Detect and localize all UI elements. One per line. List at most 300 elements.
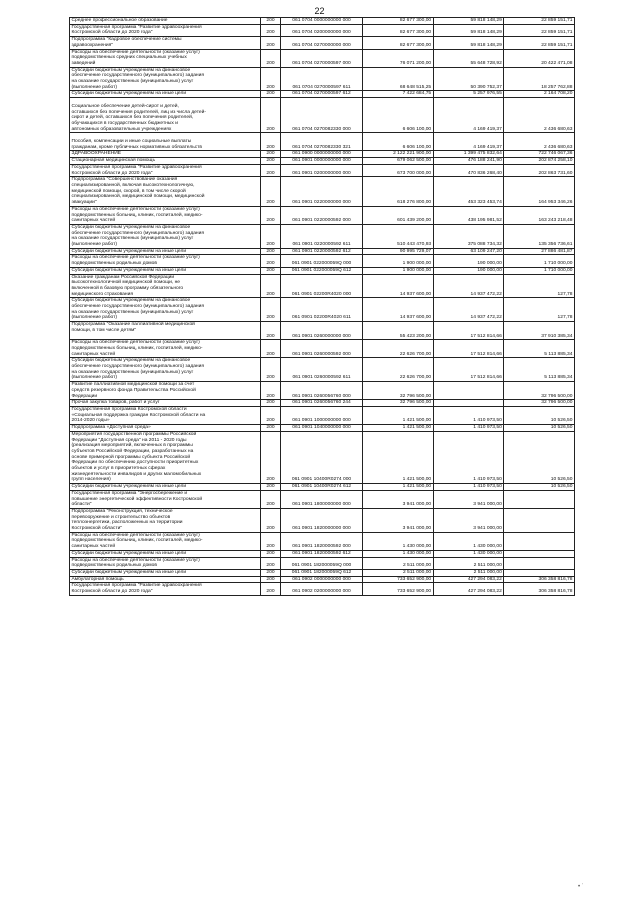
executed-amount-cell: 55 648 728,92 (433, 49, 504, 67)
admin-code-cell: 200 (261, 400, 281, 407)
remaining-amount-cell: 164 953 346,26 (504, 177, 575, 207)
approved-amount-cell: 22 626 700,00 (363, 340, 434, 358)
approved-amount-cell: 82 677 300,00 (363, 37, 434, 49)
classification-code-cell: 061 0901 1000000000 000 (281, 407, 363, 425)
row-name (70, 484, 261, 491)
classification-code-cell: 061 0901 10400R0274 000 (281, 431, 363, 483)
row-name-line: подведомственных больниц, клиник, госпиталей, медико- (71, 212, 203, 218)
row-name-line: Субсидии бюджетным учреждениям на финансовое (71, 298, 191, 304)
table-row (70, 158, 575, 165)
row-name (70, 91, 261, 98)
row-name (70, 67, 261, 91)
row-name-line: (выполнение работ) (71, 375, 118, 381)
remaining-amount-cell: 37 910 385,34 (504, 322, 575, 340)
classification-code-cell: 061 0900 0000000000 000 (281, 151, 363, 158)
row-name-line: области" (71, 502, 92, 508)
admin-code-cell: 200 (261, 274, 281, 298)
executed-amount-cell: 1 410 973,50 (433, 425, 504, 432)
row-name-line: на оказание государственных (муниципальных) услуг (71, 79, 194, 85)
row-name (70, 400, 261, 407)
approved-amount-cell: 1 900 000,00 (363, 255, 434, 267)
remaining-amount-cell: 20 422 471,08 (504, 49, 575, 67)
executed-amount-cell: 14 937 472,22 (433, 274, 504, 298)
executed-amount-cell: 1 430 000,00 (433, 550, 504, 557)
row-name (70, 431, 261, 483)
approved-amount-cell: 618 276 800,00 (363, 177, 434, 207)
table-row (70, 557, 575, 569)
classification-code-cell: 061 0901 0260000592 611 (281, 358, 363, 382)
row-name-line: Расходы на обеспечение деятельности (оказание услуг) (71, 340, 200, 346)
remaining-amount-cell: 22 859 151,71 (504, 18, 575, 25)
row-name-line: Костромской области до 2020 года" (71, 30, 153, 36)
executed-amount-cell (433, 400, 504, 407)
row-name-line: Костромской области до 2020 года" (71, 589, 153, 595)
table-row (70, 508, 575, 532)
admin-code-cell: 200 (261, 91, 281, 98)
row-name-line: Подпрограмма "Совершенствование оказания (71, 177, 178, 183)
admin-code-cell: 200 (261, 425, 281, 432)
row-name-line: Субсидии бюджетным учреждениям на иные цели (71, 484, 187, 490)
approved-amount-cell: 1 430 000,00 (363, 550, 434, 557)
row-name (70, 151, 261, 158)
executed-amount-cell: 2 511 000,00 (433, 569, 504, 576)
table-row (70, 340, 575, 358)
row-name (70, 322, 261, 340)
row-name-line: Среднее профессиональное образование (71, 18, 168, 23)
row-name-line: подведомственных родильных домов (71, 563, 157, 569)
admin-code-cell: 200 (261, 267, 281, 274)
admin-code-cell: 200 (261, 248, 281, 255)
remaining-amount-cell (504, 557, 575, 569)
classification-code-cell: 061 0902 0200000000 000 (281, 583, 363, 595)
approved-amount-cell: 1 421 500,00 (363, 484, 434, 491)
table-row (70, 382, 575, 400)
row-name-line: (реализация мероприятий, включенных в программы (71, 443, 193, 449)
classification-code-cell: 061 0901 0260056760 244 (281, 400, 363, 407)
admin-code-cell: 200 (261, 298, 281, 322)
row-name (70, 18, 261, 25)
executed-amount-cell: 59 818 148,29 (433, 24, 504, 36)
classification-code-cell: 061 0901 0000000000 000 (281, 158, 363, 165)
classification-code-cell: 061 0901 0260000592 000 (281, 340, 363, 358)
row-name-line: Субсидии бюджетным учреждениям на иные цели (71, 91, 187, 97)
remaining-amount-cell: 10 526,50 (504, 431, 575, 483)
row-name (70, 224, 261, 248)
row-name (70, 298, 261, 322)
admin-code-cell: 200 (261, 557, 281, 569)
classification-code-cell: 061 0901 0220000592 611 (281, 224, 363, 248)
row-name-line: Подпрограмма "Реконструкция, техническое (71, 508, 173, 514)
remaining-amount-cell: 2 164 708,20 (504, 91, 575, 98)
classification-code-cell: 061 0901 0220000000 000 (281, 177, 363, 207)
admin-code-cell: 200 (261, 133, 281, 151)
row-name-line: Расходы на обеспечение деятельности (оказание услуг) (71, 557, 200, 563)
table-row (70, 322, 575, 340)
approved-amount-cell: 601 439 200,00 (363, 206, 434, 224)
executed-amount-cell: 476 188 241,90 (433, 158, 504, 165)
admin-code-cell: 200 (261, 67, 281, 91)
row-name-line: помощи, в том числе детям" (71, 327, 137, 333)
classification-code-cell: 061 0704 0200000000 000 (281, 24, 363, 36)
remaining-amount-cell: 202 874 258,10 (504, 158, 575, 165)
admin-code-cell: 200 (261, 151, 281, 158)
executed-amount-cell: 1 410 973,50 (433, 407, 504, 425)
remaining-amount-cell: 32 796 500,00 (504, 382, 575, 400)
row-name-line: на оказание государственных (муниципальных) услуг (71, 369, 194, 375)
row-name-line: Расходы на обеспечение деятельности (оказание услуг) (71, 206, 200, 212)
classification-code-cell: 061 0901 022000059Q 000 (281, 255, 363, 267)
row-name (70, 557, 261, 569)
classification-code-cell: 061 0901 10400R0274 612 (281, 484, 363, 491)
remaining-amount-cell: 127,78 (504, 298, 575, 322)
remaining-amount-cell: 5 113 885,34 (504, 358, 575, 382)
classification-code-cell: 061 0901 02200R4020 611 (281, 298, 363, 322)
row-name-line: Костромской области до 2020 года" (71, 170, 153, 176)
row-name-line: специализированной, включая высокотехнологичную, (71, 182, 195, 188)
row-name (70, 158, 261, 165)
footer-mark: • ˙ (578, 884, 584, 890)
executed-amount-cell: 59 818 148,29 (433, 18, 504, 25)
row-name (70, 49, 261, 67)
table-row (70, 400, 575, 407)
row-name-line: обучающихся в государственных бюджетных и (71, 120, 178, 126)
row-name (70, 407, 261, 425)
row-name (70, 508, 261, 532)
admin-code-cell: 200 (261, 407, 281, 425)
approved-amount-cell: 90 995 729,07 (363, 248, 434, 255)
remaining-amount-cell: 127,78 (504, 274, 575, 298)
table-row (70, 248, 575, 255)
remaining-amount-cell: 22 859 151,71 (504, 24, 575, 36)
row-name-line: Расходы на обеспечение деятельности (оказание услуг) (71, 49, 200, 55)
remaining-amount-cell: 2 436 680,63 (504, 133, 575, 151)
row-name (70, 206, 261, 224)
approved-amount-cell: 1 900 000,00 (363, 267, 434, 274)
approved-amount-cell: 6 606 100,00 (363, 133, 434, 151)
row-name-line: гражданам, кроме публичных нормативных обязательств (71, 144, 203, 150)
row-name-line: Подпрограмма "Оказание паллиативной медицинской (71, 322, 195, 328)
admin-code-cell: 200 (261, 98, 281, 133)
executed-amount-cell: 3 941 000,00 (433, 508, 504, 532)
row-name (70, 133, 261, 151)
remaining-amount-cell: 202 863 731,60 (504, 164, 575, 176)
approved-amount-cell: 14 937 600,00 (363, 274, 434, 298)
row-name (70, 340, 261, 358)
executed-amount-cell: 427 294 083,22 (433, 583, 504, 595)
row-name-line: Социальное обеспечение детей-сирот и детей, (71, 103, 179, 109)
table-row (70, 274, 575, 298)
row-name-line: Субсидии бюджетным учреждениям на иные цели (71, 550, 187, 556)
classification-code-cell: 061 0704 0270000000 000 (281, 37, 363, 49)
approved-amount-cell: 82 677 300,00 (363, 18, 434, 25)
classification-code-cell: 061 0704 0270082330 321 (281, 133, 363, 151)
table-row (70, 24, 575, 36)
admin-code-cell: 200 (261, 24, 281, 36)
executed-amount-cell: 190 000,00 (433, 267, 504, 274)
row-name-line: Государственная программа "Энергосбережение и (71, 490, 188, 496)
table-row (70, 569, 575, 576)
row-name-line: Субсидии бюджетным учреждениям на иные цели (71, 267, 187, 273)
executed-amount-cell: 17 512 814,66 (433, 358, 504, 382)
row-name-line: Пособия, компенсации и иные социальные выплаты (71, 139, 192, 145)
row-name-line: подведомственных больниц, клиник, госпиталей, медико- (71, 538, 203, 544)
classification-code-cell: 061 0901 1820000592 000 (281, 532, 363, 550)
row-name-line: 2014-2020 годы» (71, 418, 110, 424)
table-row (70, 67, 575, 91)
remaining-amount-cell (504, 490, 575, 508)
row-name-line: заведений (71, 60, 96, 66)
remaining-amount-cell: 10 526,50 (504, 407, 575, 425)
approved-amount-cell: 14 937 600,00 (363, 298, 434, 322)
row-name-line: Государственная программа Костромской области (71, 407, 187, 412)
row-name-line: автономных образовательных учреждениях (71, 126, 172, 132)
remaining-amount-cell: 32 796 500,00 (504, 400, 575, 407)
budget-table-body (70, 18, 575, 596)
row-name-line: Субсидии бюджетным учреждениям на финансовое (71, 224, 191, 230)
row-name (70, 177, 261, 207)
admin-code-cell: 200 (261, 484, 281, 491)
remaining-amount-cell: 163 243 218,48 (504, 206, 575, 224)
table-row (70, 206, 575, 224)
table-row (70, 576, 575, 583)
table-row (70, 431, 575, 483)
table-row (70, 255, 575, 267)
executed-amount-cell: 17 512 814,66 (433, 340, 504, 358)
row-name (70, 164, 261, 176)
classification-code-cell: 061 0901 0200000000 000 (281, 164, 363, 176)
remaining-amount-cell (504, 550, 575, 557)
classification-code-cell: 061 0901 182000059Q 000 (281, 557, 363, 569)
row-name-line: Подпрограмма "Кадровое обеспечение системы (71, 37, 182, 43)
classification-code-cell: 061 0901 1820000000 000 (281, 508, 363, 532)
approved-amount-cell: 733 652 900,00 (363, 583, 434, 595)
table-row (70, 164, 575, 176)
row-name-line: перевооружение и строительство объектов (71, 514, 171, 520)
remaining-amount-cell: 5 113 885,34 (504, 340, 575, 358)
row-name-line: повышение энергетической эффективности Костромской (71, 496, 203, 502)
admin-code-cell: 200 (261, 382, 281, 400)
row-name (70, 98, 261, 133)
admin-code-cell: 200 (261, 340, 281, 358)
row-name-line: медицинского страхования (71, 291, 133, 297)
executed-amount-cell: 1 399 475 832,64 (433, 151, 504, 158)
classification-code-cell: 061 0901 1820000592 612 (281, 550, 363, 557)
table-row (70, 532, 575, 550)
row-name-line: включенной в базовую программу обязательного (71, 285, 184, 291)
row-name-line: медицинской помощи, скорой, в том числе скорой (71, 188, 186, 194)
executed-amount-cell: 4 169 419,37 (433, 98, 504, 133)
approved-amount-cell: 55 423 200,00 (363, 322, 434, 340)
row-name-line: средств резервного фонда Правительства Российской (71, 387, 196, 393)
admin-code-cell: 200 (261, 358, 281, 382)
table-row (70, 224, 575, 248)
table-row (70, 18, 575, 25)
row-name-line: Прочая закупка товаров, работ и услуг (71, 400, 160, 406)
table-row (70, 490, 575, 508)
table-row (70, 91, 575, 98)
row-name (70, 532, 261, 550)
row-name-line: объектов и услуг в приоритетных сферах (71, 466, 166, 472)
admin-code-cell: 200 (261, 164, 281, 176)
row-name-line: Государственная программа "Развитие здравоохранения (71, 164, 202, 170)
table-row (70, 37, 575, 49)
row-name-line: Оказание гражданам Российской Федерации (71, 274, 175, 280)
table-row (70, 98, 575, 133)
admin-code-cell: 200 (261, 224, 281, 248)
row-name-line: подведомственных больниц, клиник, госпиталей, медико- (71, 345, 203, 351)
approved-amount-cell: 679 062 500,00 (363, 158, 434, 165)
admin-code-cell: 200 (261, 490, 281, 508)
row-name-line: жизнедеятельности инвалидов и других маломобильных (71, 471, 202, 477)
row-name-line: «Социальная поддержка граждан Костромской области на (71, 412, 206, 418)
approved-amount-cell: 1 421 500,00 (363, 431, 434, 483)
remaining-amount-cell: 27 886 481,87 (504, 248, 575, 255)
row-name (70, 267, 261, 274)
classification-code-cell: 061 0901 0220000592 000 (281, 206, 363, 224)
approved-amount-cell: 7 422 684,75 (363, 91, 434, 98)
admin-code-cell: 200 (261, 508, 281, 532)
row-name-line: (выполнение работ) (71, 315, 118, 321)
row-name-line: оставшихся без попечения родителей, лиц из числа детей- (71, 109, 207, 115)
row-name-line: сирот и детей, оставшихся без попечения родителей, (71, 115, 194, 121)
row-name-line: Расходы на обеспечение деятельности (оказание услуг) (71, 255, 200, 261)
remaining-amount-cell: 2 436 680,63 (504, 98, 575, 133)
row-name-line: Федерации "Доступная среда" на 2011 - 2020 годы (71, 437, 187, 443)
approved-amount-cell: 68 648 515,25 (363, 67, 434, 91)
row-name (70, 248, 261, 255)
approved-amount-cell: 3 941 000,00 (363, 508, 434, 532)
row-name-line: Развитие паллиативной медицинской помощи за счет (71, 382, 195, 388)
classification-code-cell: 061 0901 0260000000 000 (281, 322, 363, 340)
admin-code-cell: 200 (261, 576, 281, 583)
approved-amount-cell: 2 511 000,00 (363, 557, 434, 569)
row-name-line: Мероприятия государственной программы Российской (71, 431, 197, 437)
admin-code-cell: 200 (261, 322, 281, 340)
admin-code-cell: 200 (261, 49, 281, 67)
row-name-line: основе примерной программы субъекта Российской (71, 454, 191, 460)
classification-code-cell: 061 0704 0270000597 612 (281, 91, 363, 98)
admin-code-cell: 200 (261, 18, 281, 25)
row-name (70, 358, 261, 382)
admin-code-cell: 200 (261, 583, 281, 595)
table-row (70, 550, 575, 557)
executed-amount-cell: 190 000,00 (433, 255, 504, 267)
executed-amount-cell: 2 511 000,00 (433, 557, 504, 569)
page-number: 22 (314, 6, 325, 16)
admin-code-cell: 200 (261, 550, 281, 557)
remaining-amount-cell: 10 526,50 (504, 484, 575, 491)
remaining-amount-cell: 135 356 736,61 (504, 224, 575, 248)
row-name (70, 490, 261, 508)
remaining-amount-cell: 306 358 816,78 (504, 583, 575, 595)
executed-amount-cell: 427 294 083,22 (433, 576, 504, 583)
remaining-amount-cell: 18 257 762,88 (504, 67, 575, 91)
row-name-line: Государственная программа "Развитие здравоохранения (71, 24, 202, 30)
row-name-line: здравоохранения" (71, 42, 113, 48)
row-name-line: ЗДРАВООХРАНЕНИЕ (71, 151, 122, 157)
row-name-line: Костромской области" (71, 526, 123, 532)
approved-amount-cell: 2 122 221 900,00 (363, 151, 434, 158)
approved-amount-cell: 6 606 100,00 (363, 98, 434, 133)
row-name-line: санитарных частей (71, 351, 116, 357)
row-name-line: (выполнение работ) (71, 242, 118, 248)
table-row (70, 133, 575, 151)
row-name-line: высокотехнологичной медицинской помощи, не (71, 280, 180, 286)
table-row (70, 267, 575, 274)
classification-code-cell: 061 0901 0220000592 612 (281, 248, 363, 255)
table-row (70, 583, 575, 595)
row-name-line: на оказание государственных (муниципальных) услуг (71, 309, 194, 315)
approved-amount-cell: 1 421 500,00 (363, 425, 434, 432)
approved-amount-cell: 22 626 700,00 (363, 358, 434, 382)
classification-code-cell: 061 0704 0270082330 000 (281, 98, 363, 133)
executed-amount-cell (433, 382, 504, 400)
remaining-amount-cell: 10 526,50 (504, 425, 575, 432)
classification-code-cell: 061 0704 0270000597 000 (281, 49, 363, 67)
row-name-line: подведомственных средних специальных учебных (71, 55, 187, 61)
admin-code-cell: 200 (261, 431, 281, 483)
row-name-line: санитарных частей (71, 544, 116, 550)
row-name-line: Расходы на обеспечение деятельности (оказание услуг) (71, 532, 200, 538)
approved-amount-cell: 32 796 500,00 (363, 382, 434, 400)
row-name-line (72, 334, 259, 340)
classification-code-cell: 061 0902 0000000000 000 (281, 576, 363, 583)
row-name-line: Стационарная медицинская помощь (71, 158, 155, 164)
row-name (70, 569, 261, 576)
classification-code-cell: 061 0901 182000059Q 612 (281, 569, 363, 576)
row-name (70, 255, 261, 267)
classification-code-cell: 061 0901 1800000000 000 (281, 490, 363, 508)
row-name-line: подведомственных родильных домов (71, 261, 157, 267)
approved-amount-cell: 76 071 200,00 (363, 49, 434, 67)
row-name-line: Субсидии бюджетным учреждениям на финансовое (71, 67, 191, 73)
admin-code-cell: 200 (261, 177, 281, 207)
approved-amount-cell: 1 421 500,00 (363, 407, 434, 425)
row-name (70, 550, 261, 557)
row-name-line: обеспечение государственного (муниципального) задания (71, 364, 205, 370)
classification-code-cell: 061 0901 02200R4020 000 (281, 274, 363, 298)
executed-amount-cell: 438 195 981,52 (433, 206, 504, 224)
row-name-line: обеспечение государственного (муниципального) задания (71, 230, 205, 236)
row-name-line: эвакуации" (71, 200, 97, 206)
row-name (70, 576, 261, 583)
approved-amount-cell: 82 677 300,00 (363, 24, 434, 36)
row-name-line: обеспечение государственного (муниципального) задания (71, 304, 205, 310)
row-name-line: Государственная программа "Развитие здравоохранения (71, 583, 202, 589)
row-name-line: (выполнение работ) (71, 84, 118, 90)
remaining-amount-cell: 306 358 816,78 (504, 576, 575, 583)
table-row (70, 49, 575, 67)
row-name-line: Федерации (71, 393, 98, 399)
remaining-amount-cell: 1 710 000,00 (504, 267, 575, 274)
approved-amount-cell: 3 941 000,00 (363, 490, 434, 508)
budget-table (69, 17, 575, 596)
executed-amount-cell: 17 512 814,66 (433, 322, 504, 340)
remaining-amount-cell (504, 569, 575, 576)
table-row (70, 484, 575, 491)
admin-code-cell: 200 (261, 532, 281, 550)
row-name-line: на оказание государственных (муниципальных) услуг (71, 236, 194, 242)
admin-code-cell: 200 (261, 569, 281, 576)
row-name-line: Амбулаторная помощь (71, 576, 124, 582)
row-name (70, 382, 261, 400)
remaining-amount-cell: 22 859 151,71 (504, 37, 575, 49)
approved-amount-cell: 510 443 470,93 (363, 224, 434, 248)
table-row (70, 298, 575, 322)
remaining-amount-cell (504, 532, 575, 550)
row-name (70, 583, 261, 595)
row-name-line: Субсидии бюджетным учреждениям на иные цели (71, 248, 187, 254)
